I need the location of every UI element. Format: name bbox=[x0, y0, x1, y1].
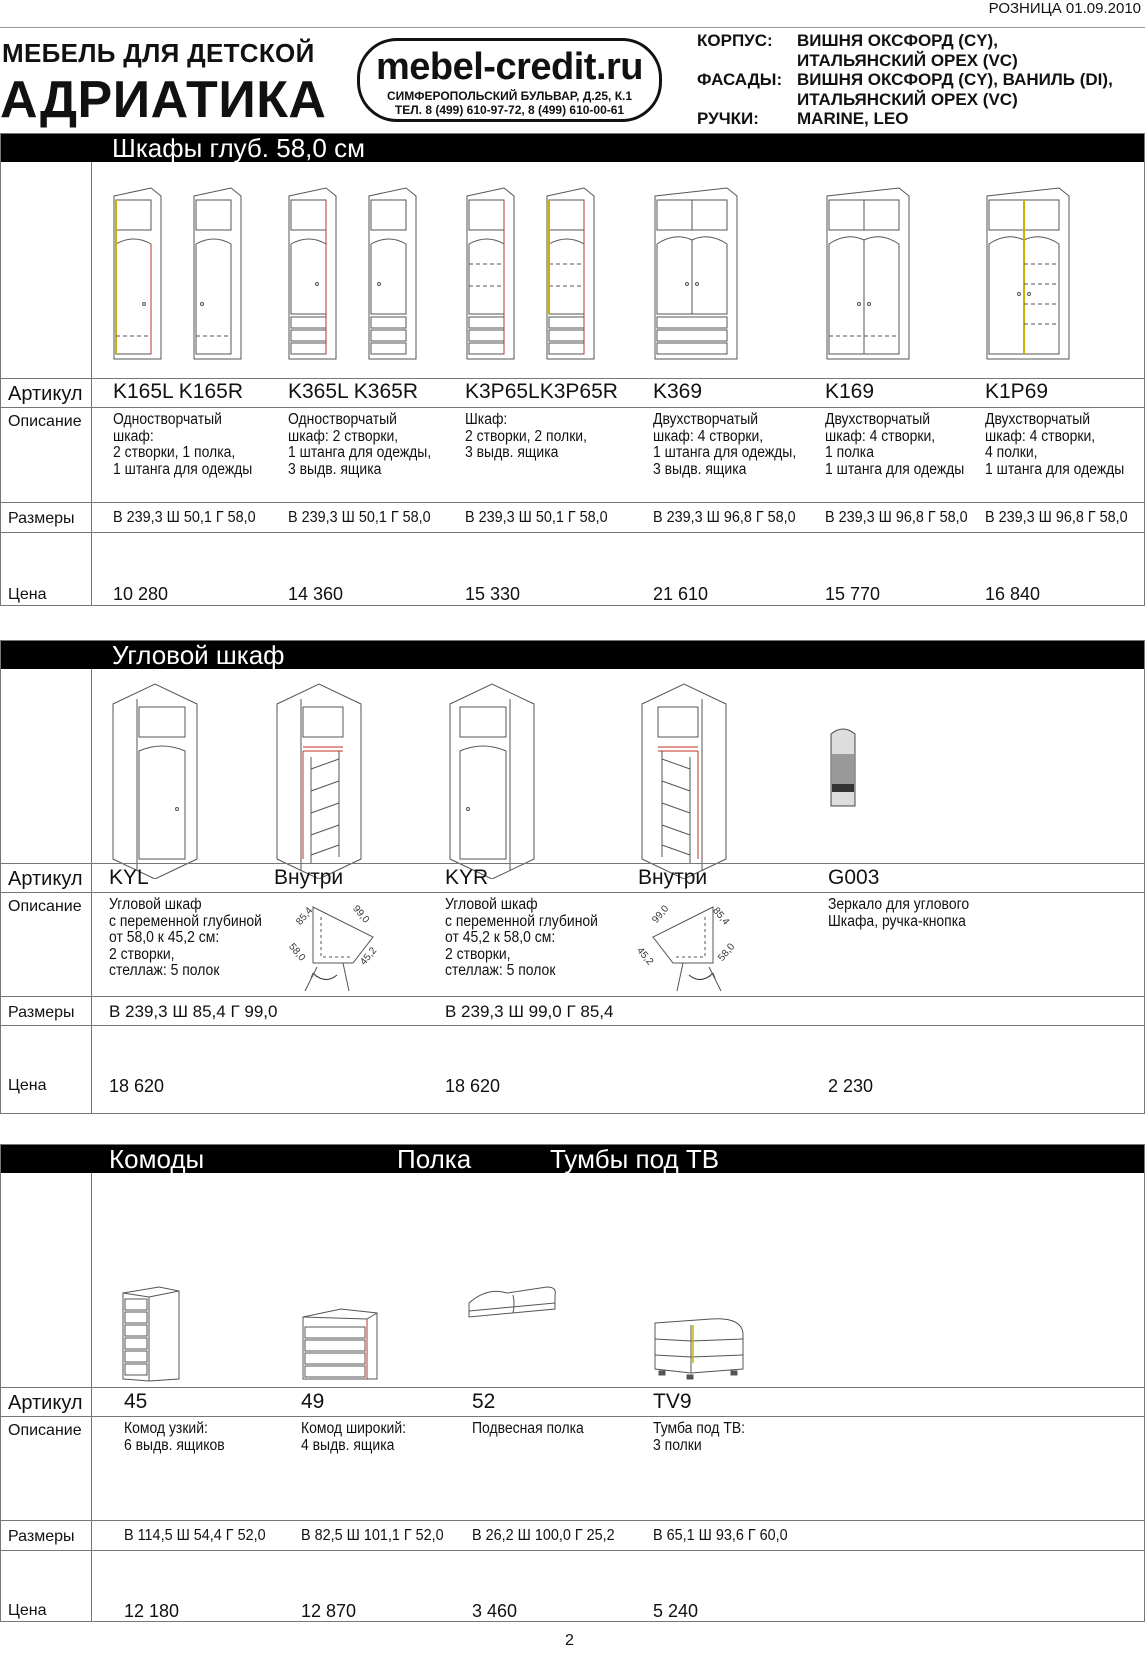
product-price: 14 360 bbox=[288, 584, 344, 604]
product-sizes: В 239,3 Ш 85,4 Г 99,0 bbox=[109, 1002, 278, 1021]
label-article: Артикул bbox=[8, 868, 83, 890]
material-specs bbox=[697, 31, 1145, 131]
product-sizes: В 239,3 Ш 96,8 Г 58,0 bbox=[985, 509, 1128, 526]
product-drawing-g003-mirror bbox=[829, 726, 859, 808]
product-description: Угловой шкаф с переменной глубиной от 45,2 к 58,0 см: 2 створки, стеллаж: 5 полок bbox=[445, 896, 598, 979]
dimension-label: 99,0 bbox=[350, 903, 372, 926]
section-title-shelf: Полка bbox=[397, 1144, 472, 1174]
product-description: Одностворчатый шкаф: 2 створки, 1 штанга для одежды, 3 выдв. ящика bbox=[288, 411, 432, 478]
sizes-row bbox=[1, 1520, 1144, 1550]
product-description: Комод узкий: 6 выдв. ящиков bbox=[124, 1420, 225, 1454]
product-price: 10 280 bbox=[113, 584, 169, 604]
spec-key: ФАСАДЫ: bbox=[697, 70, 783, 89]
brand-subtitle: МЕБЕЛЬ ДЛЯ ДЕТСКОЙ bbox=[2, 38, 315, 68]
section-wardrobes bbox=[0, 133, 1145, 606]
product-drawing-k369 bbox=[649, 184, 749, 364]
product-sizes: В 239,3 Ш 96,8 Г 58,0 bbox=[653, 509, 796, 526]
section-dressers-shelf-tv bbox=[0, 1144, 1145, 1622]
dimension-label: 85,4 bbox=[710, 905, 732, 928]
sizes-row bbox=[1, 502, 1144, 532]
dimension-label: 58,0 bbox=[716, 941, 738, 964]
product-sizes: В 239,3 Ш 50,1 Г 58,0 bbox=[465, 509, 608, 526]
product-price: 12 180 bbox=[124, 1601, 180, 1621]
divider bbox=[0, 27, 1145, 28]
dimension-label: 45,2 bbox=[634, 945, 656, 968]
article-code: K365L K365R bbox=[288, 380, 418, 403]
article-code: 49 bbox=[301, 1390, 325, 1413]
article-code: KYR bbox=[445, 866, 489, 889]
brand-title: АДРИАТИКА bbox=[0, 71, 327, 129]
price-row bbox=[1, 1025, 1144, 1115]
product-drawing-kyl-inside bbox=[273, 679, 373, 879]
product-description: Комод широкий: 4 выдв. ящика bbox=[301, 1420, 407, 1454]
spec-value: ИТАЛЬЯНСКИЙ ОРЕХ (VC) bbox=[797, 50, 1018, 70]
product-sizes: В 114,5 Ш 54,4 Г 52,0 bbox=[124, 1527, 266, 1544]
store-logo[interactable] bbox=[357, 38, 662, 122]
page-number: 2 bbox=[565, 1632, 574, 1649]
section-header bbox=[1, 1145, 1144, 1173]
product-drawing-52 bbox=[467, 1283, 567, 1323]
article-code: K1P69 bbox=[985, 380, 1049, 403]
product-description: Тумба под ТВ: 3 полки bbox=[653, 1420, 746, 1454]
article-code: KYL bbox=[109, 866, 149, 889]
label-price: Цена bbox=[8, 586, 47, 603]
product-drawing-k169 bbox=[821, 184, 921, 364]
product-price: 15 330 bbox=[465, 584, 521, 604]
label-sizes: Размеры bbox=[8, 1528, 75, 1545]
article-code: K169 bbox=[825, 380, 875, 403]
product-sizes: В 26,2 Ш 100,0 Г 25,2 bbox=[472, 1527, 615, 1544]
product-sizes: В 239,3 Ш 99,0 Г 85,4 bbox=[445, 1002, 614, 1021]
spec-key: КОРПУС: bbox=[697, 31, 773, 50]
product-description: Двухстворчатый шкаф: 4 створки, 1 штанга для одежды, 3 выдв. ящика bbox=[653, 411, 797, 478]
section-header bbox=[1, 134, 1144, 162]
article-code: TV9 bbox=[653, 1390, 692, 1413]
section-title-tv-stands: Тумбы под ТВ bbox=[550, 1144, 720, 1174]
section-corner-wardrobe bbox=[0, 640, 1145, 1114]
description-row bbox=[1, 892, 1144, 996]
price-row bbox=[1, 1550, 1144, 1623]
section-title: Шкафы глуб. 58,0 см bbox=[112, 133, 365, 163]
product-description: Двухстворчатый шкаф: 4 створки, 1 полка 1 штанга для одежды bbox=[825, 411, 965, 478]
spec-value: ВИШНЯ ОКСФОРД (CY), bbox=[797, 31, 998, 50]
logo-address: СИМФЕРОПОЛЬСКИЙ БУЛЬВАР, Д.25, К.1 bbox=[386, 89, 633, 103]
dimension-label: 85,4 bbox=[294, 905, 316, 928]
article-code: G003 bbox=[828, 866, 880, 889]
article-code: K3P65LK3P65R bbox=[465, 380, 618, 403]
product-price: 2 230 bbox=[828, 1076, 874, 1096]
product-price: 21 610 bbox=[653, 584, 709, 604]
article-code: 52 bbox=[472, 1390, 496, 1413]
product-drawing-kyr-inside bbox=[638, 679, 738, 879]
product-drawing-k1p69 bbox=[981, 184, 1081, 364]
product-drawing-kyr bbox=[446, 679, 546, 879]
product-drawing-k3p65 bbox=[461, 184, 621, 364]
dimension-label: 99,0 bbox=[650, 903, 672, 926]
product-price: 12 870 bbox=[301, 1601, 357, 1621]
dimension-label: 45,2 bbox=[358, 945, 380, 968]
price-row bbox=[1, 532, 1144, 607]
article-code: Внутри bbox=[638, 866, 708, 889]
label-article: Артикул bbox=[8, 1392, 83, 1414]
sizes-row bbox=[1, 996, 1144, 1025]
product-drawing-tv9 bbox=[651, 1303, 751, 1383]
product-description: Подвесная полка bbox=[472, 1420, 584, 1437]
label-description: Описание bbox=[8, 898, 82, 915]
product-description: Зеркало для углового Шкафа, ручка-кнопка bbox=[828, 896, 970, 930]
article-row bbox=[1, 378, 1144, 407]
product-sizes: В 65,1 Ш 93,6 Г 60,0 bbox=[653, 1527, 788, 1544]
product-price: 3 460 bbox=[472, 1601, 518, 1621]
product-price: 15 770 bbox=[825, 584, 881, 604]
article-code: K369 bbox=[653, 380, 703, 403]
label-description: Описание bbox=[8, 1422, 82, 1439]
description-row bbox=[1, 1416, 1144, 1520]
article-code: Внутри bbox=[274, 866, 344, 889]
label-article: Артикул bbox=[8, 383, 83, 405]
product-sizes: В 239,3 Ш 50,1 Г 58,0 bbox=[288, 509, 431, 526]
article-row bbox=[1, 1387, 1144, 1416]
product-drawing-k165 bbox=[106, 184, 266, 364]
label-price: Цена bbox=[8, 1077, 47, 1094]
product-price: 18 620 bbox=[109, 1076, 165, 1096]
product-price: 16 840 bbox=[985, 584, 1041, 604]
section-title: Угловой шкаф bbox=[112, 640, 285, 670]
label-price: Цена bbox=[8, 1602, 47, 1619]
product-sizes: В 82,5 Ш 101,1 Г 52,0 bbox=[301, 1527, 444, 1544]
product-price: 18 620 bbox=[445, 1076, 501, 1096]
description-row bbox=[1, 407, 1144, 502]
article-code: 45 bbox=[124, 1390, 148, 1413]
product-drawing-k365 bbox=[283, 184, 443, 364]
product-description: Шкаф: 2 створки, 2 полки, 3 выдв. ящика bbox=[465, 411, 587, 461]
article-row bbox=[1, 863, 1144, 892]
article-code: K165L K165R bbox=[113, 380, 243, 403]
price-date: РОЗНИЦА 01.09.2010 bbox=[988, 0, 1141, 17]
section-title-dressers: Комоды bbox=[109, 1144, 205, 1174]
label-sizes: Размеры bbox=[8, 510, 75, 527]
product-sizes: В 239,3 Ш 50,1 Г 58,0 bbox=[113, 509, 256, 526]
spec-value: ИТАЛЬЯНСКИЙ ОРЕХ (VC) bbox=[797, 89, 1018, 109]
product-drawing-49 bbox=[301, 1303, 381, 1383]
logo-phones: ТЕЛ. 8 (499) 610-97-72, 8 (499) 610-00-61 bbox=[394, 103, 625, 117]
product-description: Угловой шкаф с переменной глубиной от 58,0 к 45,2 см: 2 створки, стеллаж: 5 полок bbox=[109, 896, 262, 979]
spec-key: РУЧКИ: bbox=[697, 109, 759, 128]
spec-value: MARINE, LEO bbox=[797, 109, 909, 128]
spec-value: ВИШНЯ ОКСФОРД (CY), ВАНИЛЬ (DI), bbox=[797, 70, 1113, 89]
product-price: 5 240 bbox=[653, 1601, 699, 1621]
product-description: Двухстворчатый шкаф: 4 створки, 4 полки, 1 штанга для одежды bbox=[985, 411, 1125, 478]
product-drawing-45 bbox=[119, 1283, 189, 1383]
product-drawing-kyl bbox=[109, 679, 209, 879]
product-sizes: В 239,3 Ш 96,8 Г 58,0 bbox=[825, 509, 968, 526]
section-header bbox=[1, 641, 1144, 669]
label-description: Описание bbox=[8, 413, 82, 430]
logo-site: mebel-credit.ru bbox=[375, 46, 644, 88]
corner-dimension-diagram-right bbox=[633, 895, 753, 995]
dimension-label: 58,0 bbox=[286, 941, 308, 964]
label-sizes: Размеры bbox=[8, 1004, 75, 1021]
product-description: Одностворчатый шкаф: 2 створки, 1 полка, 1 штанга для одежды bbox=[113, 411, 253, 478]
corner-dimension-diagram-left bbox=[273, 895, 393, 995]
